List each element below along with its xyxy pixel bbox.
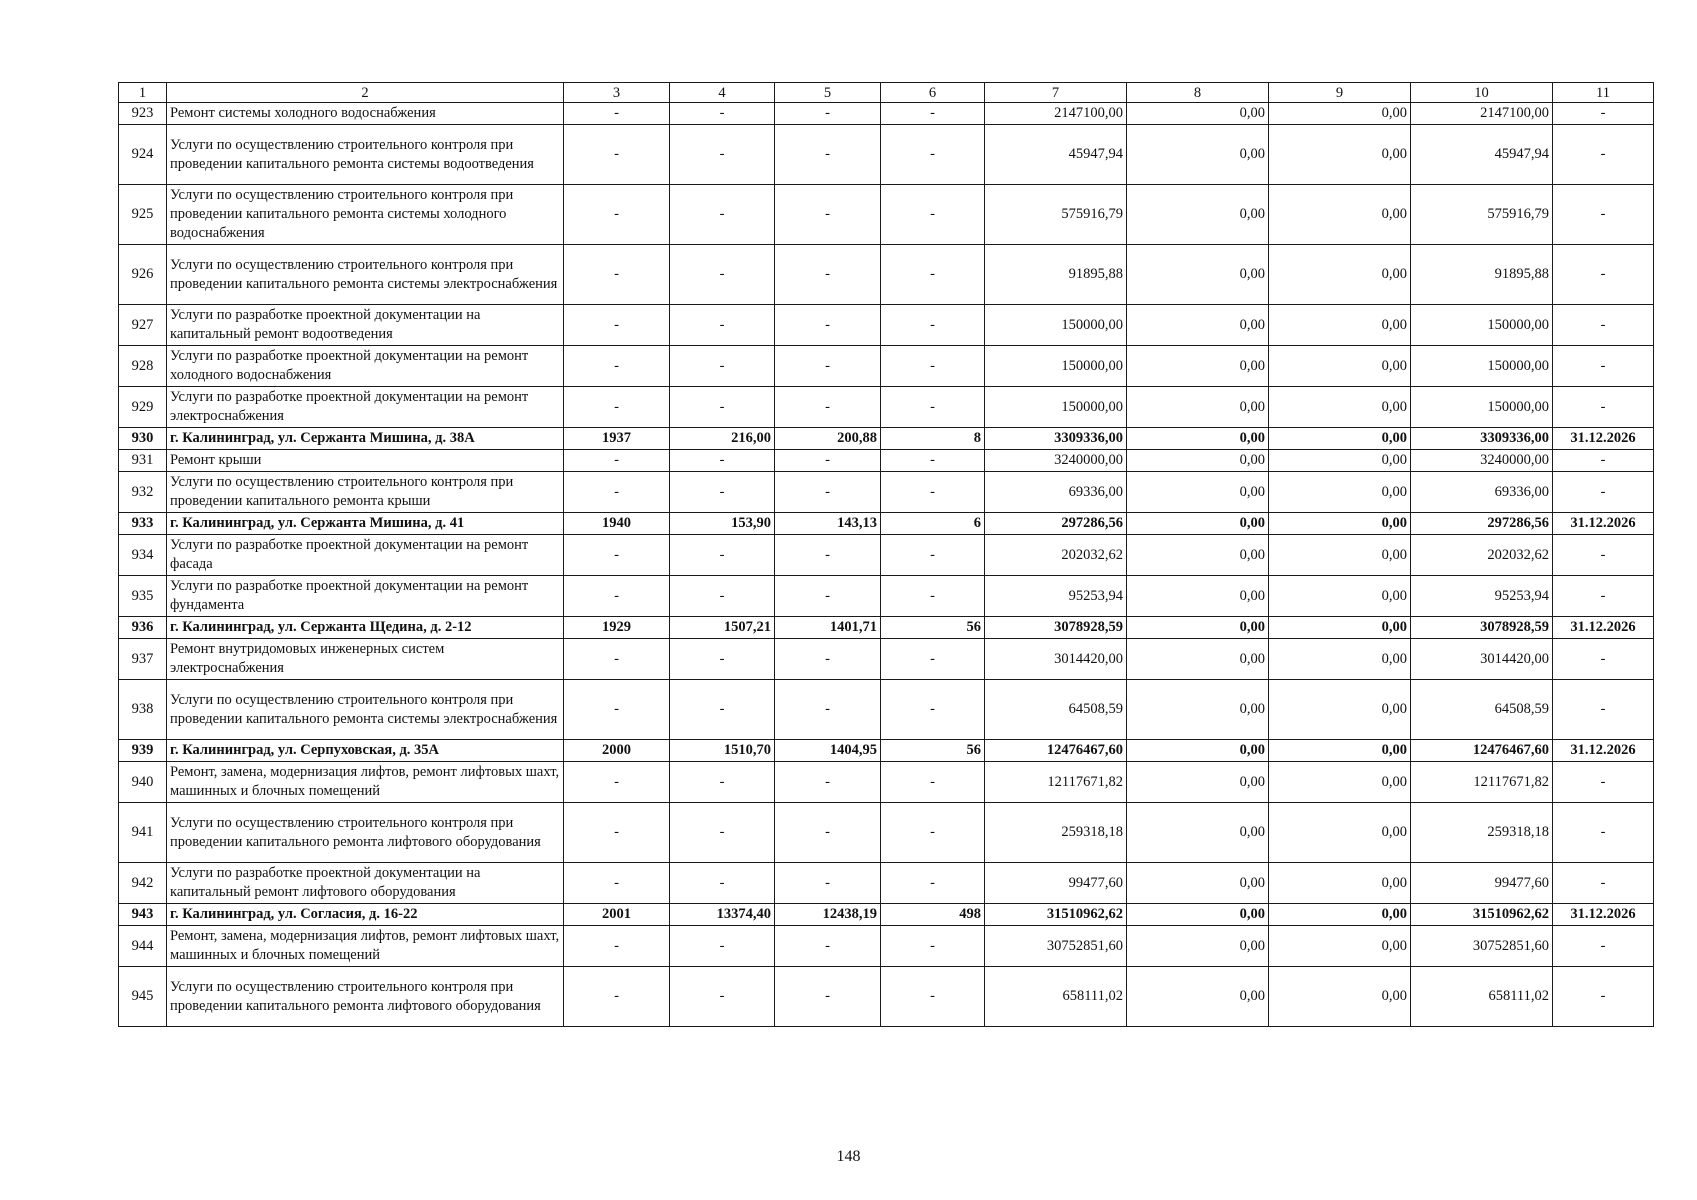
total-area-cell: -	[670, 803, 775, 863]
cost-col8-cell: 0,00	[1127, 103, 1269, 125]
deadline-cell: -	[1553, 967, 1654, 1027]
living-area-cell: -	[775, 472, 881, 513]
cost-col9-cell: 0,00	[1269, 926, 1411, 967]
description-cell: Услуги по разработке проектной документации на капитальный ремонт лифтового оборудования	[167, 863, 564, 904]
living-area-cell: -	[775, 639, 881, 680]
cost-col9-cell: 0,00	[1269, 305, 1411, 346]
cost-col10-cell: 45947,94	[1411, 125, 1553, 185]
cost-col10-cell: 3014420,00	[1411, 639, 1553, 680]
description-cell: Услуги по осуществлению строительного контроля при проведении капитального ремонта системы электроснабжения	[167, 245, 564, 305]
residents-cell: 6	[881, 513, 985, 535]
living-area-cell: 200,88	[775, 428, 881, 450]
year-cell: -	[564, 967, 670, 1027]
total-area-cell: -	[670, 535, 775, 576]
table-row	[119, 346, 1654, 387]
cost-col10-cell: 30752851,60	[1411, 926, 1553, 967]
total-area-cell: 153,90	[670, 513, 775, 535]
residents-cell: -	[881, 680, 985, 740]
living-area-cell: -	[775, 185, 881, 245]
cost-col9-cell: 0,00	[1269, 185, 1411, 245]
table-row	[119, 803, 1654, 863]
cost-total-cell: 575916,79	[985, 185, 1127, 245]
deadline-cell: 31.12.2026	[1553, 740, 1654, 762]
address-row	[119, 513, 1654, 535]
total-area-cell: -	[670, 680, 775, 740]
deadline-cell: -	[1553, 762, 1654, 803]
row-number-cell: 932	[119, 472, 167, 513]
table-row	[119, 103, 1654, 125]
cost-col10-cell: 150000,00	[1411, 387, 1553, 428]
year-cell: -	[564, 680, 670, 740]
table-body	[119, 103, 1654, 1027]
total-area-cell: -	[670, 125, 775, 185]
row-number-cell: 945	[119, 967, 167, 1027]
cost-col10-cell: 12476467,60	[1411, 740, 1553, 762]
description-cell: г. Калининград, ул. Сержанта Щедина, д. 2-12	[167, 617, 564, 639]
description-cell: Ремонт внутридомовых инженерных систем электроснабжения	[167, 639, 564, 680]
cost-total-cell: 202032,62	[985, 535, 1127, 576]
residents-cell: -	[881, 535, 985, 576]
cost-col9-cell: 0,00	[1269, 803, 1411, 863]
row-number-cell: 940	[119, 762, 167, 803]
cost-col8-cell: 0,00	[1127, 904, 1269, 926]
year-cell: -	[564, 803, 670, 863]
residents-cell: -	[881, 926, 985, 967]
description-cell: Ремонт, замена, модернизация лифтов, ремонт лифтовых шахт, машинных и блочных помещений	[167, 926, 564, 967]
cost-col9-cell: 0,00	[1269, 617, 1411, 639]
residents-cell: -	[881, 639, 985, 680]
cost-total-cell: 31510962,62	[985, 904, 1127, 926]
living-area-cell: 1404,95	[775, 740, 881, 762]
total-area-cell: -	[670, 639, 775, 680]
table-row	[119, 967, 1654, 1027]
living-area-cell: -	[775, 762, 881, 803]
data-table	[118, 82, 1654, 1027]
cost-col10-cell: 2147100,00	[1411, 103, 1553, 125]
residents-cell: -	[881, 305, 985, 346]
header-cell: 11	[1553, 83, 1654, 103]
cost-col9-cell: 0,00	[1269, 428, 1411, 450]
row-number-cell: 925	[119, 185, 167, 245]
residents-cell: -	[881, 450, 985, 472]
cost-col8-cell: 0,00	[1127, 428, 1269, 450]
cost-col8-cell: 0,00	[1127, 762, 1269, 803]
header-cell: 4	[670, 83, 775, 103]
cost-col9-cell: 0,00	[1269, 472, 1411, 513]
total-area-cell: -	[670, 472, 775, 513]
cost-col8-cell: 0,00	[1127, 803, 1269, 863]
address-row	[119, 740, 1654, 762]
total-area-cell: -	[670, 762, 775, 803]
deadline-cell: -	[1553, 305, 1654, 346]
total-area-cell: 1510,70	[670, 740, 775, 762]
residents-cell: -	[881, 472, 985, 513]
living-area-cell: -	[775, 680, 881, 740]
deadline-cell: -	[1553, 245, 1654, 305]
living-area-cell: -	[775, 535, 881, 576]
cost-col10-cell: 3240000,00	[1411, 450, 1553, 472]
residents-cell: -	[881, 346, 985, 387]
cost-total-cell: 95253,94	[985, 576, 1127, 617]
cost-col10-cell: 31510962,62	[1411, 904, 1553, 926]
description-cell: г. Калининград, ул. Сержанта Мишина, д. 38А	[167, 428, 564, 450]
cost-col8-cell: 0,00	[1127, 245, 1269, 305]
row-number-cell: 941	[119, 803, 167, 863]
cost-col10-cell: 12117671,82	[1411, 762, 1553, 803]
deadline-cell: 31.12.2026	[1553, 513, 1654, 535]
description-cell: Услуги по осуществлению строительного контроля при проведении капитального ремонта лифтового оборудования	[167, 967, 564, 1027]
total-area-cell: -	[670, 863, 775, 904]
row-number-cell: 929	[119, 387, 167, 428]
living-area-cell: 12438,19	[775, 904, 881, 926]
residents-cell: -	[881, 103, 985, 125]
cost-col9-cell: 0,00	[1269, 576, 1411, 617]
cost-total-cell: 150000,00	[985, 387, 1127, 428]
total-area-cell: 1507,21	[670, 617, 775, 639]
cost-total-cell: 3078928,59	[985, 617, 1127, 639]
header-cell: 8	[1127, 83, 1269, 103]
year-cell: -	[564, 305, 670, 346]
table-row	[119, 245, 1654, 305]
year-cell: -	[564, 535, 670, 576]
header-cell: 9	[1269, 83, 1411, 103]
total-area-cell: -	[670, 450, 775, 472]
cost-col9-cell: 0,00	[1269, 680, 1411, 740]
cost-total-cell: 297286,56	[985, 513, 1127, 535]
cost-col10-cell: 150000,00	[1411, 346, 1553, 387]
living-area-cell: -	[775, 967, 881, 1027]
header-cell: 10	[1411, 83, 1553, 103]
cost-col8-cell: 0,00	[1127, 740, 1269, 762]
cost-col8-cell: 0,00	[1127, 125, 1269, 185]
year-cell: 1937	[564, 428, 670, 450]
header-cell: 7	[985, 83, 1127, 103]
cost-col8-cell: 0,00	[1127, 185, 1269, 245]
cost-col9-cell: 0,00	[1269, 863, 1411, 904]
row-number-cell: 935	[119, 576, 167, 617]
residents-cell: 8	[881, 428, 985, 450]
table-row	[119, 926, 1654, 967]
cost-col8-cell: 0,00	[1127, 926, 1269, 967]
total-area-cell: -	[670, 967, 775, 1027]
cost-col9-cell: 0,00	[1269, 245, 1411, 305]
cost-col9-cell: 0,00	[1269, 125, 1411, 185]
cost-col10-cell: 575916,79	[1411, 185, 1553, 245]
row-number-cell: 944	[119, 926, 167, 967]
description-cell: Услуги по осуществлению строительного контроля при проведении капитального ремонта лифтового оборудования	[167, 803, 564, 863]
header-cell: 3	[564, 83, 670, 103]
description-cell: Услуги по осуществлению строительного контроля при проведении капитального ремонта крыши	[167, 472, 564, 513]
residents-cell: -	[881, 803, 985, 863]
total-area-cell: -	[670, 346, 775, 387]
deadline-cell: -	[1553, 803, 1654, 863]
year-cell: -	[564, 185, 670, 245]
total-area-cell: -	[670, 305, 775, 346]
table-row	[119, 535, 1654, 576]
living-area-cell: 1401,71	[775, 617, 881, 639]
cost-col10-cell: 259318,18	[1411, 803, 1553, 863]
deadline-cell: -	[1553, 535, 1654, 576]
residents-cell: -	[881, 863, 985, 904]
deadline-cell: -	[1553, 185, 1654, 245]
description-cell: Услуги по осуществлению строительного контроля при проведении капитального ремонта системы электроснабжения	[167, 680, 564, 740]
table-row	[119, 450, 1654, 472]
year-cell: -	[564, 245, 670, 305]
row-number-cell: 939	[119, 740, 167, 762]
living-area-cell: -	[775, 803, 881, 863]
header-cell: 5	[775, 83, 881, 103]
row-number-cell: 942	[119, 863, 167, 904]
deadline-cell: -	[1553, 639, 1654, 680]
year-cell: 2001	[564, 904, 670, 926]
cost-col10-cell: 658111,02	[1411, 967, 1553, 1027]
total-area-cell: -	[670, 103, 775, 125]
cost-total-cell: 12476467,60	[985, 740, 1127, 762]
row-number-cell: 931	[119, 450, 167, 472]
residents-cell: -	[881, 967, 985, 1027]
living-area-cell: -	[775, 450, 881, 472]
row-number-cell: 927	[119, 305, 167, 346]
living-area-cell: 143,13	[775, 513, 881, 535]
deadline-cell: -	[1553, 472, 1654, 513]
table-row	[119, 185, 1654, 245]
living-area-cell: -	[775, 245, 881, 305]
cost-col8-cell: 0,00	[1127, 576, 1269, 617]
cost-col8-cell: 0,00	[1127, 346, 1269, 387]
description-cell: г. Калининград, ул. Согласия, д. 16-22	[167, 904, 564, 926]
residents-cell: -	[881, 762, 985, 803]
row-number-cell: 926	[119, 245, 167, 305]
cost-total-cell: 150000,00	[985, 346, 1127, 387]
cost-total-cell: 150000,00	[985, 305, 1127, 346]
deadline-cell: -	[1553, 576, 1654, 617]
cost-col10-cell: 91895,88	[1411, 245, 1553, 305]
cost-col10-cell: 99477,60	[1411, 863, 1553, 904]
year-cell: 1929	[564, 617, 670, 639]
cost-col8-cell: 0,00	[1127, 680, 1269, 740]
cost-total-cell: 91895,88	[985, 245, 1127, 305]
year-cell: -	[564, 762, 670, 803]
cost-col9-cell: 0,00	[1269, 762, 1411, 803]
header-cell: 2	[167, 83, 564, 103]
description-cell: Ремонт, замена, модернизация лифтов, ремонт лифтовых шахт, машинных и блочных помещений	[167, 762, 564, 803]
cost-col8-cell: 0,00	[1127, 535, 1269, 576]
cost-total-cell: 658111,02	[985, 967, 1127, 1027]
cost-total-cell: 3309336,00	[985, 428, 1127, 450]
cost-col10-cell: 95253,94	[1411, 576, 1553, 617]
deadline-cell: 31.12.2026	[1553, 617, 1654, 639]
row-number-cell: 938	[119, 680, 167, 740]
deadline-cell: -	[1553, 926, 1654, 967]
deadline-cell: 31.12.2026	[1553, 904, 1654, 926]
year-cell: -	[564, 125, 670, 185]
cost-col8-cell: 0,00	[1127, 472, 1269, 513]
total-area-cell: -	[670, 245, 775, 305]
cost-col9-cell: 0,00	[1269, 103, 1411, 125]
address-row	[119, 428, 1654, 450]
year-cell: -	[564, 103, 670, 125]
cost-col9-cell: 0,00	[1269, 346, 1411, 387]
row-number-cell: 943	[119, 904, 167, 926]
year-cell: -	[564, 863, 670, 904]
total-area-cell: -	[670, 387, 775, 428]
cost-total-cell: 69336,00	[985, 472, 1127, 513]
deadline-cell: -	[1553, 450, 1654, 472]
description-cell: Услуги по разработке проектной документации на ремонт электроснабжения	[167, 387, 564, 428]
description-cell: Ремонт крыши	[167, 450, 564, 472]
total-area-cell: 216,00	[670, 428, 775, 450]
row-number-cell: 930	[119, 428, 167, 450]
deadline-cell: -	[1553, 125, 1654, 185]
year-cell: -	[564, 926, 670, 967]
cost-col8-cell: 0,00	[1127, 863, 1269, 904]
row-number-cell: 924	[119, 125, 167, 185]
living-area-cell: -	[775, 576, 881, 617]
year-cell: -	[564, 450, 670, 472]
year-cell: -	[564, 576, 670, 617]
description-cell: Услуги по разработке проектной документации на ремонт холодного водоснабжения	[167, 346, 564, 387]
living-area-cell: -	[775, 926, 881, 967]
cost-col9-cell: 0,00	[1269, 535, 1411, 576]
residents-cell: -	[881, 185, 985, 245]
year-cell: 2000	[564, 740, 670, 762]
cost-col8-cell: 0,00	[1127, 305, 1269, 346]
table-row	[119, 762, 1654, 803]
cost-col9-cell: 0,00	[1269, 967, 1411, 1027]
row-number-cell: 936	[119, 617, 167, 639]
address-row	[119, 904, 1654, 926]
residents-cell: -	[881, 245, 985, 305]
total-area-cell: -	[670, 576, 775, 617]
cost-col9-cell: 0,00	[1269, 904, 1411, 926]
cost-col10-cell: 202032,62	[1411, 535, 1553, 576]
year-cell: -	[564, 472, 670, 513]
residents-cell: 56	[881, 740, 985, 762]
deadline-cell: -	[1553, 387, 1654, 428]
cost-total-cell: 259318,18	[985, 803, 1127, 863]
cost-total-cell: 3240000,00	[985, 450, 1127, 472]
deadline-cell: -	[1553, 680, 1654, 740]
cost-col9-cell: 0,00	[1269, 387, 1411, 428]
cost-col10-cell: 297286,56	[1411, 513, 1553, 535]
year-cell: -	[564, 387, 670, 428]
deadline-cell: -	[1553, 863, 1654, 904]
cost-col8-cell: 0,00	[1127, 639, 1269, 680]
cost-col9-cell: 0,00	[1269, 740, 1411, 762]
table-row	[119, 125, 1654, 185]
total-area-cell: 13374,40	[670, 904, 775, 926]
cost-col9-cell: 0,00	[1269, 639, 1411, 680]
cost-col8-cell: 0,00	[1127, 450, 1269, 472]
cost-col8-cell: 0,00	[1127, 387, 1269, 428]
deadline-cell: 31.12.2026	[1553, 428, 1654, 450]
cost-total-cell: 3014420,00	[985, 639, 1127, 680]
table-row	[119, 472, 1654, 513]
header-cell: 6	[881, 83, 985, 103]
table-row	[119, 387, 1654, 428]
cost-total-cell: 30752851,60	[985, 926, 1127, 967]
row-number-cell: 923	[119, 103, 167, 125]
description-cell: Услуги по разработке проектной документации на ремонт фасада	[167, 535, 564, 576]
cost-col10-cell: 64508,59	[1411, 680, 1553, 740]
total-area-cell: -	[670, 185, 775, 245]
row-number-cell: 934	[119, 535, 167, 576]
living-area-cell: -	[775, 863, 881, 904]
page-number: 148	[836, 1148, 861, 1165]
cost-col9-cell: 0,00	[1269, 513, 1411, 535]
description-cell: г. Калининград, ул. Серпуховская, д. 35А	[167, 740, 564, 762]
living-area-cell: -	[775, 387, 881, 428]
year-cell: -	[564, 346, 670, 387]
cost-col9-cell: 0,00	[1269, 450, 1411, 472]
header-cell: 1	[119, 83, 167, 103]
cost-total-cell: 2147100,00	[985, 103, 1127, 125]
deadline-cell: -	[1553, 103, 1654, 125]
cost-total-cell: 99477,60	[985, 863, 1127, 904]
table-row	[119, 576, 1654, 617]
table-row	[119, 863, 1654, 904]
row-number-cell: 937	[119, 639, 167, 680]
living-area-cell: -	[775, 125, 881, 185]
residents-cell: 56	[881, 617, 985, 639]
cost-col10-cell: 150000,00	[1411, 305, 1553, 346]
residents-cell: -	[881, 125, 985, 185]
residents-cell: -	[881, 387, 985, 428]
cost-col10-cell: 3078928,59	[1411, 617, 1553, 639]
description-cell: Ремонт системы холодного водоснабжения	[167, 103, 564, 125]
address-row	[119, 617, 1654, 639]
description-cell: г. Калининград, ул. Сержанта Мишина, д. 41	[167, 513, 564, 535]
description-cell: Услуги по разработке проектной документации на ремонт фундамента	[167, 576, 564, 617]
living-area-cell: -	[775, 305, 881, 346]
residents-cell: -	[881, 576, 985, 617]
cost-col8-cell: 0,00	[1127, 967, 1269, 1027]
row-number-cell: 928	[119, 346, 167, 387]
cost-total-cell: 45947,94	[985, 125, 1127, 185]
cost-total-cell: 12117671,82	[985, 762, 1127, 803]
description-cell: Услуги по разработке проектной документации на капитальный ремонт водоотведения	[167, 305, 564, 346]
deadline-cell: -	[1553, 346, 1654, 387]
table-row	[119, 680, 1654, 740]
table-row	[119, 305, 1654, 346]
year-cell: -	[564, 639, 670, 680]
cost-col8-cell: 0,00	[1127, 617, 1269, 639]
table-row	[119, 639, 1654, 680]
cost-col8-cell: 0,00	[1127, 513, 1269, 535]
description-cell: Услуги по осуществлению строительного контроля при проведении капитального ремонта системы водоотведения	[167, 125, 564, 185]
year-cell: 1940	[564, 513, 670, 535]
cost-total-cell: 64508,59	[985, 680, 1127, 740]
cost-col10-cell: 69336,00	[1411, 472, 1553, 513]
total-area-cell: -	[670, 926, 775, 967]
living-area-cell: -	[775, 346, 881, 387]
row-number-cell: 933	[119, 513, 167, 535]
living-area-cell: -	[775, 103, 881, 125]
description-cell: Услуги по осуществлению строительного контроля при проведении капитального ремонта системы холодного водоснабжения	[167, 185, 564, 245]
cost-col10-cell: 3309336,00	[1411, 428, 1553, 450]
residents-cell: 498	[881, 904, 985, 926]
header-row	[119, 83, 1654, 103]
